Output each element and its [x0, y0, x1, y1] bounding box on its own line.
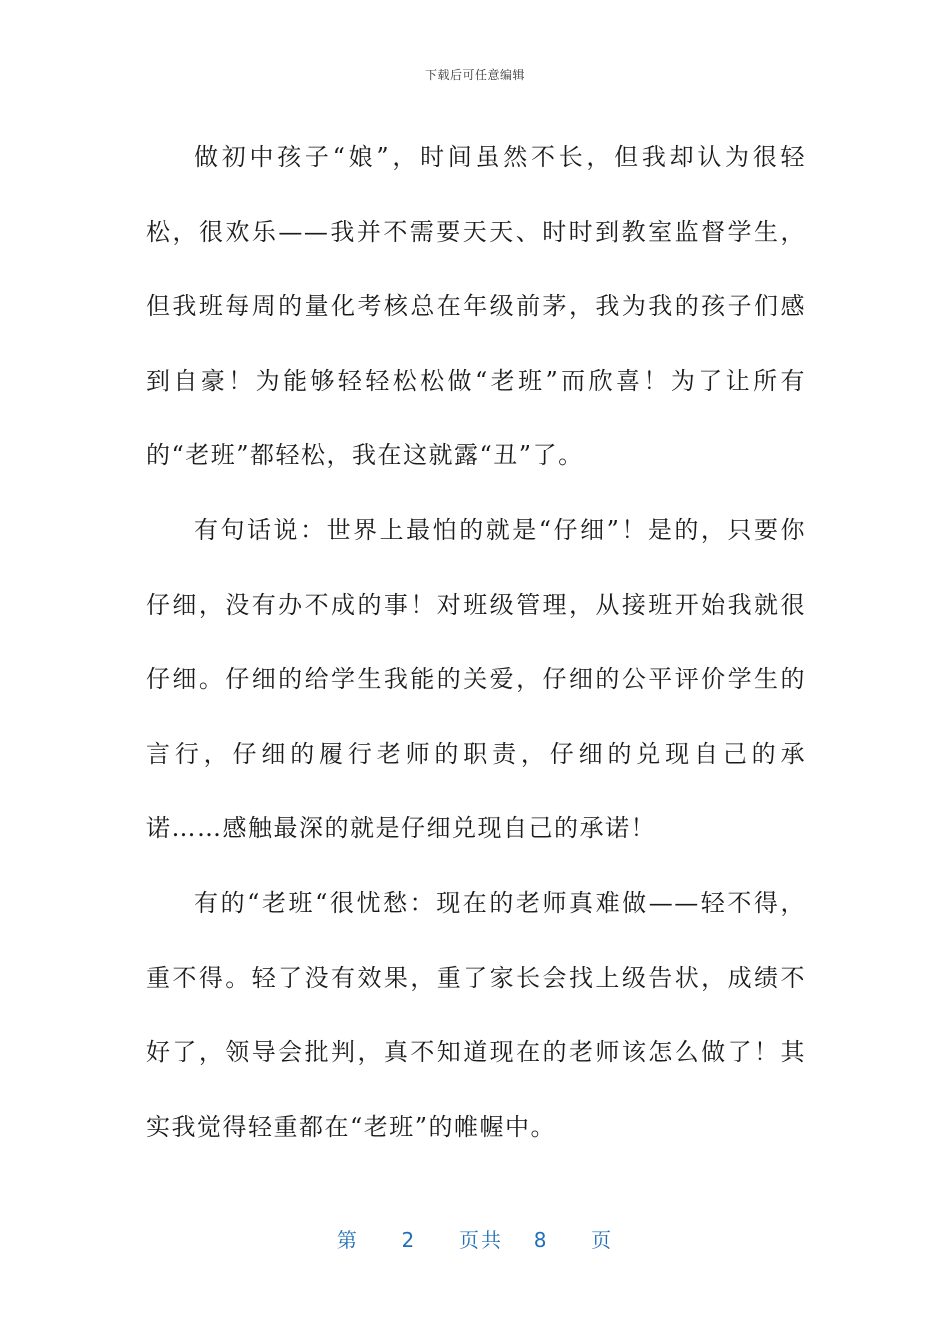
document-body — [146, 120, 806, 1164]
footer-suffix: 页 — [591, 1228, 614, 1252]
paragraph-3: 有的“老班“很忧愁：现在的老师真难做——轻不得，重不得。轻了没有效果，重了家长会找上级告状，成绩不好了，领导会批判，真不知道现在的老师该怎么做了！其实我觉得轻重都在“老班”的帷幄中。 — [146, 888, 806, 1141]
footer-prefix: 第 — [336, 1228, 359, 1252]
paragraph-2: 有句话说：世界上最怕的就是“仔细”！是的，只要你仔细，没有办不成的事！对班级管理，从接班开始我就很仔细。仔细的给学生我能的关爱，仔细的公平评价学生的言行，仔细的履行老师的职责，仔细的兑现自己的承诺……感触最深的就是仔细兑现自己的承诺！ — [146, 515, 806, 843]
paragraph-1: 做初中孩子“娘”，时间虽然不长，但我却认为很轻松，很欢乐——我并不需要天天、时时到教室监督学生，但我班每周的量化考核总在年级前茅，我为我的孩子们感到自豪！为能够轻轻松松做“老班”而欣喜！为了让所有的“老班”都轻松，我在这就露“丑”了。 — [146, 143, 806, 470]
page-header: 下载后可任意编辑 — [424, 68, 525, 82]
footer-middle: 页共 — [459, 1228, 503, 1252]
footer-total-pages: 8 — [533, 1228, 549, 1252]
footer-page-number: 2 — [401, 1228, 417, 1252]
page-footer — [0, 1224, 950, 1253]
